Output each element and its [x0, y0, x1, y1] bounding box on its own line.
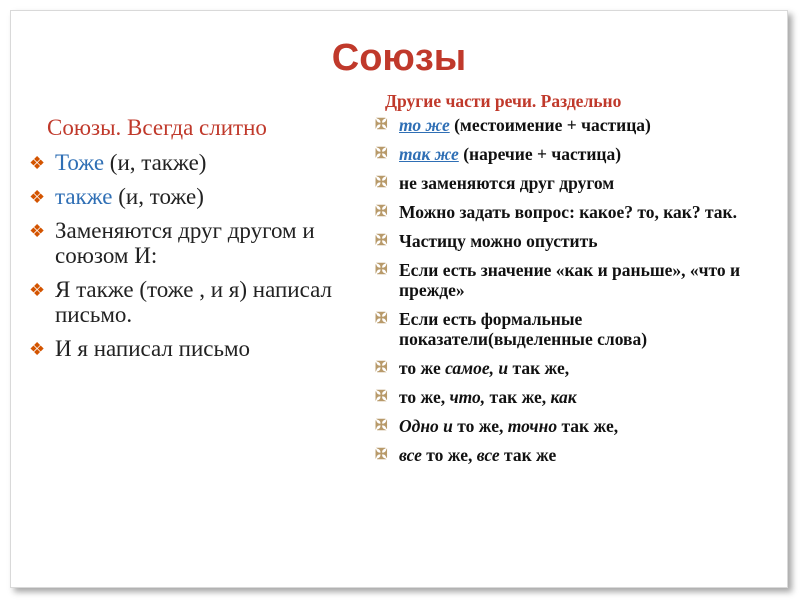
- item-text: то же,: [399, 387, 450, 407]
- term-link[interactable]: то же: [399, 115, 450, 135]
- ornament-bullet-icon: ✠: [375, 311, 388, 327]
- ornament-bullet-icon: ✠: [375, 389, 388, 405]
- item-text-italic: что,: [449, 387, 486, 407]
- right-column: [369, 91, 779, 474]
- list-item: [369, 115, 779, 135]
- right-heading: Другие части речи. Раздельно: [385, 91, 622, 111]
- term: Тоже: [55, 150, 105, 175]
- list-item: [369, 231, 779, 251]
- ornament-bullet-icon: ✠: [375, 146, 388, 162]
- item-text: так же,: [508, 358, 570, 378]
- list-item: [369, 173, 779, 193]
- item-text-italic: как: [550, 387, 577, 407]
- item-text: Можно задать вопрос: какое? то, как? так.: [399, 202, 737, 222]
- item-text: так же: [499, 445, 557, 465]
- list-item: [27, 277, 347, 327]
- item-text-italic: все: [399, 445, 422, 465]
- item-text: И я написал письмо: [55, 336, 251, 361]
- item-text-italic: самое,: [445, 358, 499, 378]
- item-text-italic: Одно и: [399, 416, 453, 436]
- item-text: Частицу можно опустить: [399, 231, 598, 251]
- ornament-bullet-icon: ✠: [375, 360, 388, 376]
- item-text: то же,: [452, 416, 508, 436]
- slide: [10, 10, 788, 588]
- item-text: (и, также): [104, 150, 207, 175]
- list-item: [27, 184, 347, 209]
- ornament-bullet-icon: ✠: [375, 418, 388, 434]
- list-item: [27, 150, 347, 175]
- list-item: [369, 202, 779, 222]
- list-item: [369, 309, 779, 349]
- item-text: так же,: [485, 387, 551, 407]
- term: также: [55, 184, 113, 209]
- diamond-arrow-bullet-icon: ❖: [29, 153, 46, 173]
- item-text: Я также (тоже , и я) написал письмо.: [55, 277, 332, 327]
- item-text: так же,: [557, 416, 619, 436]
- item-text: (наречие + частица): [458, 144, 622, 164]
- diamond-arrow-bullet-icon: ❖: [29, 221, 46, 241]
- item-text: (местоимение + частица): [449, 115, 651, 135]
- item-text-italic: все: [476, 445, 500, 465]
- ornament-bullet-icon: ✠: [375, 262, 388, 278]
- list-item: [369, 416, 779, 436]
- ornament-bullet-icon: ✠: [375, 204, 388, 220]
- item-text: (и, тоже): [112, 184, 204, 209]
- item-text: не заменяются друг другом: [399, 173, 615, 193]
- list-item: [369, 445, 779, 465]
- ornament-bullet-icon: ✠: [375, 233, 388, 249]
- item-text: то же,: [421, 445, 477, 465]
- diamond-arrow-bullet-icon: ❖: [29, 187, 46, 207]
- item-text: Заменяются друг другом и союзом И:: [55, 218, 315, 268]
- list-item: [369, 387, 779, 407]
- list-item: [27, 336, 347, 361]
- diamond-arrow-bullet-icon: ❖: [29, 280, 46, 300]
- slide-title: Союзы: [331, 37, 467, 79]
- item-text-italic: точно: [507, 416, 558, 436]
- item-text: Если есть формальные показатели(выделенные слова): [399, 309, 648, 349]
- left-heading: Союзы. Всегда слитно: [47, 115, 267, 140]
- list-item: [369, 260, 779, 300]
- left-column: [27, 115, 347, 370]
- item-text-italic: и: [498, 358, 509, 378]
- term-link[interactable]: так же: [399, 144, 459, 164]
- diamond-arrow-bullet-icon: ❖: [29, 339, 46, 359]
- item-text: Если есть значение «как и раньше», «что и прежде»: [399, 260, 741, 300]
- item-text: то же: [399, 358, 446, 378]
- list-item: [369, 144, 779, 164]
- ornament-bullet-icon: ✠: [375, 447, 388, 463]
- ornament-bullet-icon: ✠: [375, 117, 388, 133]
- list-item: [369, 358, 779, 378]
- list-item: [27, 218, 347, 268]
- ornament-bullet-icon: ✠: [375, 175, 388, 191]
